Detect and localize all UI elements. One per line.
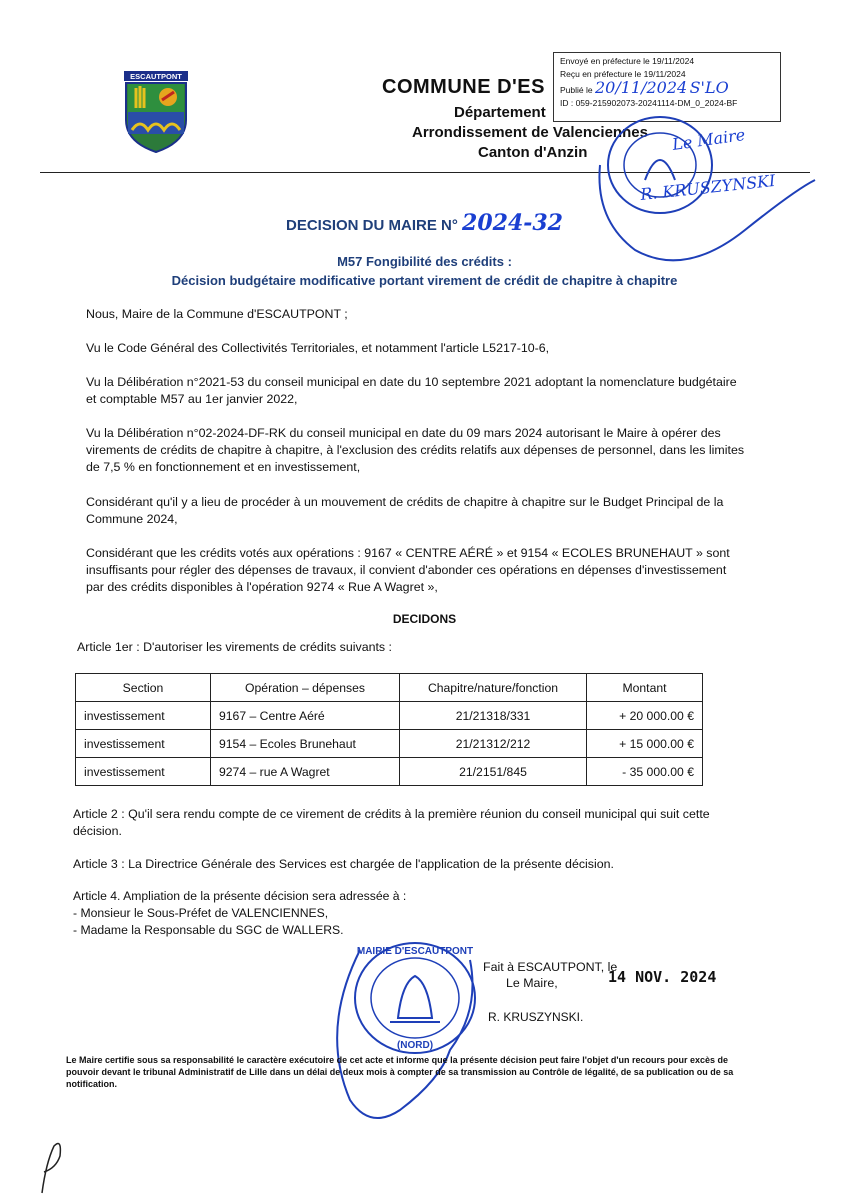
cell-chapitre: 21/2151/845 bbox=[400, 758, 587, 786]
table-header-row bbox=[76, 674, 703, 702]
article-4: Article 4. Ampliation de la présente décision sera adressée à : bbox=[73, 889, 407, 903]
crest-label: ESCAUTPONT bbox=[130, 72, 182, 81]
col-operation: Opération – dépenses bbox=[211, 674, 400, 702]
header-hand-le-maire: Le Maire bbox=[671, 124, 747, 155]
para-vu-deliberation-2024: Vu la Délibération n°02-2024-DF-RK du conseil municipal en date du 09 mars 2024 autorisant le Maire à opérer des virements de crédits de chapitre à chapitre, à l'exclusion des crédits relatifs aux dépenses de personnel, dans les limites de 7,5 % en fonctionnement et en investissement, bbox=[86, 426, 745, 474]
stamp-publie-label: Publié le bbox=[560, 85, 593, 95]
legal-footer: Le Maire certifie sous sa responsabilité le caractère exécutoire de cet acte et informe que la présente décision peut faire l'objet d'un recours pour excès de pouvoir devant le tribunal Administratif de Lille dans un délai de deux mois à compter de sa transmission au Contrôle de légalité, de sa publication ou de sa notification. bbox=[66, 1055, 734, 1089]
seal-top-text: MAIRIE D'ESCAUTPONT bbox=[356, 946, 474, 957]
para-considerant-2: Considérant que les crédits votés aux opérations : 9167 « CENTRE AÉRÉ » et 9154 « ECOLES BRUNEHAUT » sont insuffisants pour régler des dépenses de travaux, il convient d'abonder ces opérations en dépenses d'investissement par des crédits disponibles à l'opération 9274 « Rue A Wagret », bbox=[86, 546, 730, 594]
col-chapitre: Chapitre/nature/fonction bbox=[400, 674, 587, 702]
decidons-heading: DECIDONS bbox=[392, 612, 457, 626]
signatory-name: R. KRUSZYNSKI. bbox=[488, 1010, 584, 1024]
decision-title-label: DECISION DU MAIRE N° bbox=[286, 217, 458, 234]
subtitle-line2: Décision budgétaire modificative portant virement de crédit de chapitre à chapitre bbox=[171, 273, 678, 288]
arrondissement-label: Arrondissement de Valenciennes bbox=[412, 124, 648, 141]
article-2: Article 2 : Qu'il sera rendu compte de ce virement de crédits à la première réunion du conseil municipal qui suit cette décision. bbox=[73, 807, 710, 838]
cell-chapitre: 21/21318/331 bbox=[400, 702, 587, 730]
seal-bottom-text: (NORD) bbox=[396, 1040, 434, 1051]
stamp-id: ID : 059-215902073-20241114-DM_0_2024-BF bbox=[560, 98, 738, 108]
cell-operation: 9154 – Ecoles Brunehaut bbox=[211, 730, 400, 758]
decision-title bbox=[0, 210, 849, 236]
article-3: Article 3 : La Directrice Générale des Services est chargée de l'application de la présente décision. bbox=[73, 857, 614, 871]
cell-operation: 9167 – Centre Aéré bbox=[211, 702, 400, 730]
stamp-publie-date: 20/11/2024 bbox=[594, 78, 688, 97]
cell-montant: + 20 000.00 € bbox=[587, 702, 703, 730]
header-hand-signature: R. KRUSZYNSKI bbox=[639, 170, 777, 205]
para-considerant-1: Considérant qu'il y a lieu de procéder à un mouvement de crédits de chapitre à chapitre sur le Budget Principal de la Commune 2024, bbox=[86, 495, 724, 526]
le-maire: Le Maire, bbox=[506, 976, 558, 990]
para-nous: Nous, Maire de la Commune d'ESCAUTPONT ; bbox=[86, 307, 348, 321]
decision-number: 2024-32 bbox=[462, 210, 563, 236]
cell-section: investissement bbox=[76, 730, 211, 758]
col-montant: Montant bbox=[587, 674, 703, 702]
credits-table bbox=[75, 673, 703, 786]
canton-label: Canton d'Anzin bbox=[478, 144, 588, 161]
cell-operation: 9274 – rue A Wagret bbox=[211, 758, 400, 786]
cell-chapitre: 21/21312/212 bbox=[400, 730, 587, 758]
table-row bbox=[76, 702, 703, 730]
col-section: Section bbox=[76, 674, 211, 702]
stamp-publie-signature: S'LO bbox=[689, 78, 729, 97]
signature-ink-stroke bbox=[320, 940, 490, 1130]
margin-initial bbox=[32, 1138, 72, 1198]
article-1: Article 1er : D'autoriser les virements de crédits suivants : bbox=[77, 640, 392, 654]
stamp-recu: Reçu en préfecture le 19/11/2024 bbox=[560, 69, 686, 79]
article-4-recipient-1: - Monsieur le Sous-Préfet de VALENCIENNES, bbox=[73, 906, 329, 920]
article-4-recipient-2: - Madame la Responsable du SGC de WALLERS. bbox=[73, 923, 344, 937]
cell-montant: + 15 000.00 € bbox=[587, 730, 703, 758]
para-vu-deliberation-2021: Vu la Délibération n°2021-53 du conseil municipal en date du 10 septembre 2021 adoptant la nomenclature budgétaire et comptable M57 au 1er janvier 2022, bbox=[86, 375, 737, 406]
signature-date: 14 NOV. 2024 bbox=[608, 968, 717, 986]
fait-a: Fait à ESCAUTPONT, le bbox=[483, 960, 618, 974]
stamp-envoye: Envoyé en préfecture le 19/11/2024 bbox=[560, 56, 695, 66]
table-row bbox=[76, 730, 703, 758]
para-vu-code: Vu le Code Général des Collectivités Territoriales, et notamment l'article L5217-10-6, bbox=[86, 341, 550, 355]
cell-section: investissement bbox=[76, 702, 211, 730]
commune-crest bbox=[122, 70, 190, 154]
subtitle-line1: M57 Fongibilité des crédits : bbox=[337, 254, 512, 269]
cell-section: investissement bbox=[76, 758, 211, 786]
cell-montant: - 35 000.00 € bbox=[587, 758, 703, 786]
stamp-publie bbox=[560, 78, 774, 97]
commune-title: COMMUNE D'ES bbox=[382, 76, 545, 98]
table-row bbox=[76, 758, 703, 786]
departement-label: Département bbox=[454, 104, 546, 121]
